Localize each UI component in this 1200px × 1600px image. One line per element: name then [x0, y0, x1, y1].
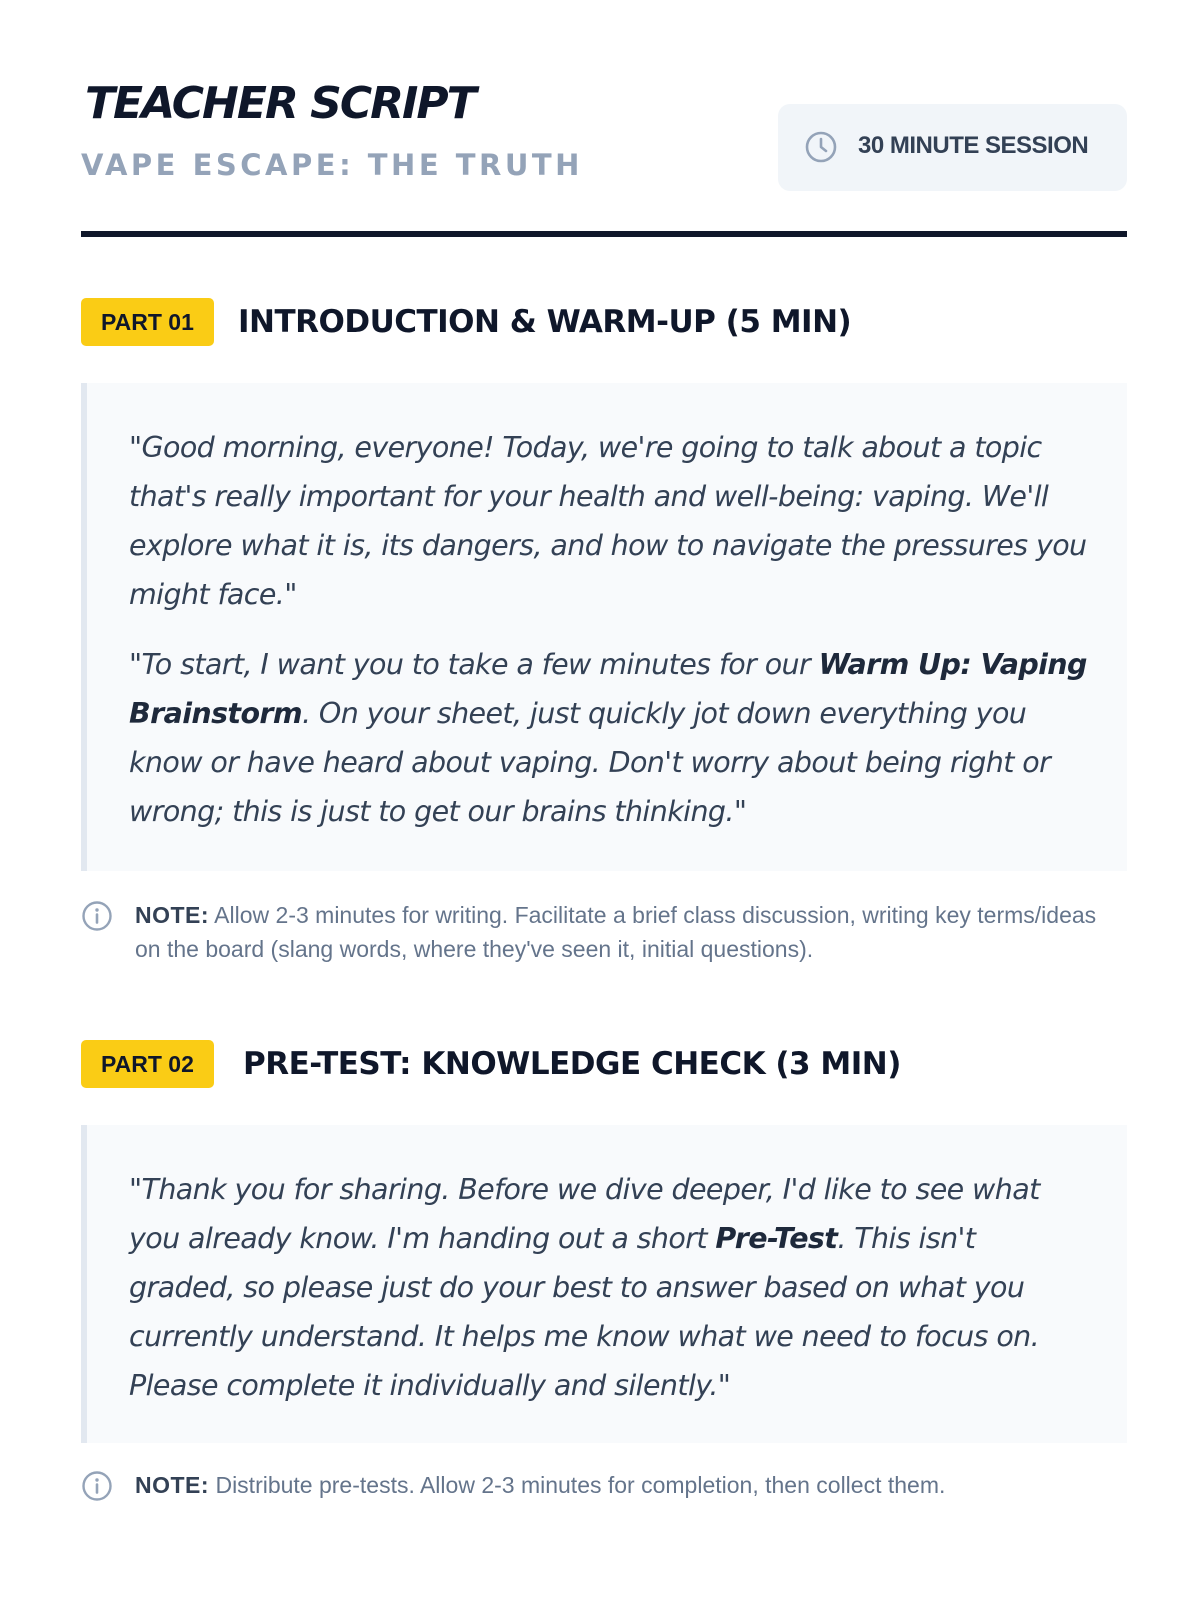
part-tag: PART 01 — [81, 298, 214, 346]
section-part-01 — [81, 298, 1127, 998]
script-paragraph: "Thank you for sharing. Before we dive deeper, I'd like to see what you already know. I'm handing out a short Pre-Test. This isn't graded, so please just do your best to answer based on what you currently understand. It helps me know what we need to focus on. Please complete it individually and silently." — [129, 1173, 1040, 1402]
pre-test-term: Pre-Test — [715, 1222, 838, 1255]
header-divider — [81, 231, 1127, 237]
clock-icon — [804, 130, 838, 164]
note-label: NOTE: — [135, 1472, 210, 1498]
teacher-script-page — [81, 0, 1127, 1498]
info-icon — [81, 900, 113, 932]
section-heading — [81, 1040, 1127, 1088]
note-text: NOTE: Allow 2-3 minutes for writing. Facilitate a brief class discussion, writing key terms/ideas on the board (slang words, where they've seen it, initial questions). — [135, 902, 1097, 962]
section-heading — [81, 298, 1127, 346]
note-label: NOTE: — [135, 902, 210, 928]
info-icon — [81, 1470, 113, 1502]
part-tag: PART 02 — [81, 1040, 214, 1088]
script-paragraph: "Good morning, everyone! Today, we're going to talk about a topic that's really important for your health and well-being: vaping. We'll explore what it is, its dangers, and how to navigate the pressures you might face." — [129, 431, 1087, 611]
section-title: INTRODUCTION & WARM-UP (5 MIN) — [238, 304, 852, 340]
page-subtitle: VAPE ESCAPE: THE TRUTH — [81, 148, 583, 182]
page-title: TEACHER SCRIPT — [85, 78, 475, 129]
page-header — [81, 0, 1127, 240]
session-duration-label: 30 MINUTE SESSION — [858, 132, 1089, 159]
script-paragraph: "To start, I want you to take a few minutes for our Warm Up: Vaping Brainstorm. On your sheet, just quickly jot down everything you know or have heard about vaping. Don't worry about being right or wrong; this is just to get our brains thinking." — [129, 648, 1087, 828]
note-text: NOTE: Distribute pre-tests. Allow 2-3 minutes for completion, then collect them. — [135, 1472, 946, 1498]
section-part-02 — [81, 1040, 1127, 1540]
session-duration-badge — [778, 104, 1127, 191]
activity-name: Warm Up: Vaping Brainstorm — [129, 648, 1087, 730]
script-quote-box — [81, 1125, 1127, 1443]
script-quote-box — [81, 383, 1127, 871]
section-title: PRE-TEST: KNOWLEDGE CHECK (3 MIN) — [243, 1046, 901, 1082]
